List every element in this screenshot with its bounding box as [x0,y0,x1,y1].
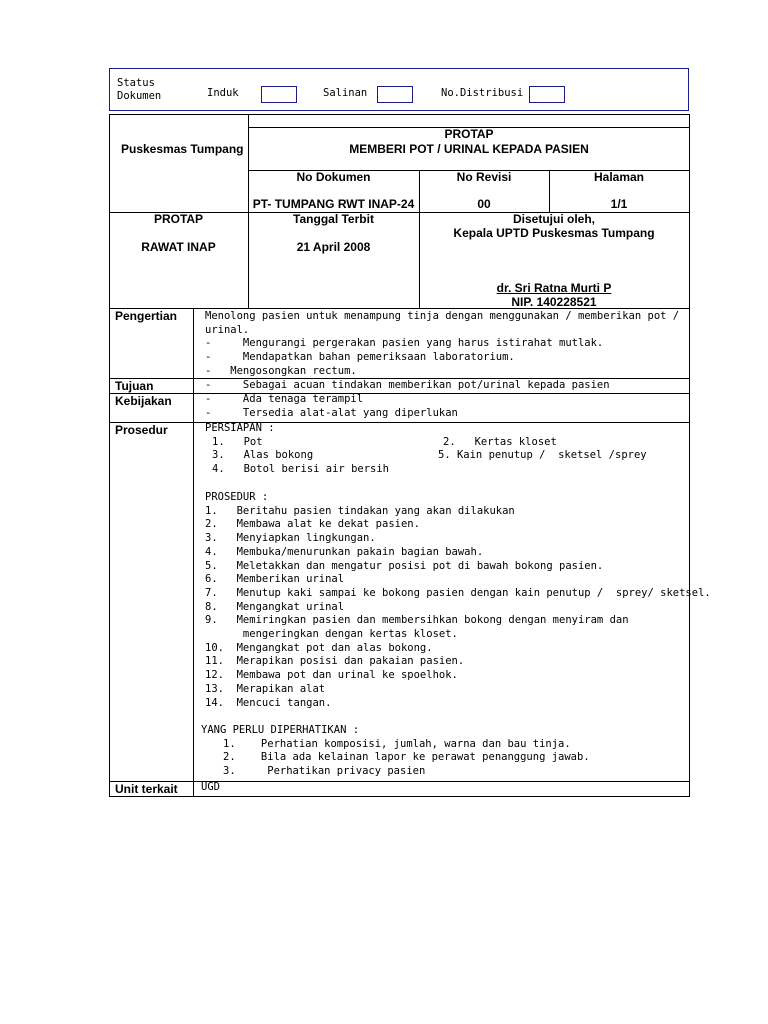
persiapan-title: PERSIAPAN : [205,422,275,434]
approval-line-1: Disetujui oleh, [512,212,595,226]
pengertian-label: Pengertian [115,309,178,323]
prosedur-label: Prosedur [115,423,168,437]
tujuan-label: Tujuan [115,379,154,393]
list-item: 8. Mengangkat urinal [205,600,345,613]
list-item: 1. Beritahu pasien tindakan yang akan dilakukan [205,504,515,517]
list-item: 14. Mencuci tangan. [205,696,332,709]
pengertian-text-2: urinal. [205,323,250,336]
list-item: 6. Memberikan urinal [205,573,345,586]
salinan-label: Salinan [323,87,368,99]
signer-name: dr. Sri Ratna Murti P [496,281,612,295]
list-item: 4. Botol berisi air bersih [212,463,390,476]
induk-checkbox[interactable] [261,86,297,103]
list-item: 4. Membuka/menurunkan pakain bagian bawah. [205,545,484,558]
list-item: 2. Membawa alat ke dekat pasien. [205,518,420,531]
tujuan-text: - Sebagai acuan tindakan memberikan pot/urinal kepada pasien [205,379,610,391]
list-item: 1. Perhatian komposisi, jumlah, warna dan bau tinja. [223,737,571,750]
terbit-value: 21 April 2008 [296,240,371,254]
list-item: mengeringkan dengan kertas kloset. [205,628,458,640]
unit-terkait-value: UGD [201,781,220,793]
list-item: 2. Bila ada kelainan lapor ke perawat penanggung jawab. [223,751,590,764]
kebijakan-label: Kebijakan [115,394,172,408]
list-item: - Mengosongkan rectum. [205,364,357,377]
protap-label: PROTAP [444,127,494,141]
signer-nip: NIP. 140228521 [511,295,597,309]
left-protap: PROTAP [153,212,204,226]
salinan-checkbox[interactable] [377,86,413,103]
list-item: 3. Menyiapkan lingkungan. [205,532,376,545]
list-item: 2. Kertas kloset [443,435,557,448]
list-item: 13. Merapikan alat [205,682,326,695]
perhatian-title: YANG PERLU DIPERHATIKAN : [201,724,360,736]
no-revisi-label: No Revisi [456,170,512,184]
no-revisi-value: 00 [477,197,491,211]
prosedur-title: PROSEDUR : [205,491,269,503]
no-dokumen-label: No Dokumen [296,170,371,184]
list-item: 1. Pot [212,435,263,448]
halaman-value: 1/1 [610,197,628,211]
list-item: 11. Merapikan posisi dan pakaian pasien. [205,655,465,668]
list-item: 12. Membawa pot dan urinal ke spoelhok. [205,669,458,682]
terbit-label: Tanggal Terbit [293,212,374,226]
pengertian-text: Menolong pasien untuk menampung tinja dengan menggunakan / memberikan pot / [205,310,680,322]
list-item: - Ada tenaga terampil [205,393,364,405]
left-unit: RAWAT INAP [141,240,216,254]
org-name: Puskesmas Tumpang [121,142,244,156]
approval-line-2: Kepala UPTD Puskesmas Tumpang [453,226,655,240]
status-label-2: Dokumen [117,90,162,102]
list-item: 5. Meletakkan dan mengatur posisi pot di bawah bokong pasien. [205,559,604,572]
distribusi-checkbox[interactable] [529,86,565,103]
halaman-label: Halaman [593,170,645,184]
list-item: 7. Menutup kaki sampai ke bokong pasien dengan kain penutup / sprey/ sketsel. [205,586,711,599]
list-item: - Tersedia alat-alat yang diperlukan [205,406,458,419]
document-title: MEMBERI POT / URINAL KEPADA PASIEN [349,142,589,156]
list-item: 9. Memiringkan pasien dan membersihkan bokong dengan menyiram dan [205,614,629,627]
list-item: 10. Mengangkat pot dan alas bokong. [205,641,433,654]
list-item: 3. Perhatikan privacy pasien [223,765,426,778]
status-label: Status [117,77,155,89]
list-item: 3. Alas bokong [212,449,314,462]
induk-label: Induk [207,87,239,99]
list-item: - Mengurangi pergerakan pasien yang harus istirahat mutlak. [205,337,604,350]
no-dokumen-value: PT- TUMPANG RWT INAP-24 [252,197,415,211]
unit-terkait-label: Unit terkait [115,782,178,796]
list-item: - Mendapatkan bahan pemeriksaan laboratorium. [205,351,515,364]
distribusi-label: No.Distribusi [441,87,524,99]
list-item: 5. Kain penutup / sketsel /sprey [438,449,647,462]
